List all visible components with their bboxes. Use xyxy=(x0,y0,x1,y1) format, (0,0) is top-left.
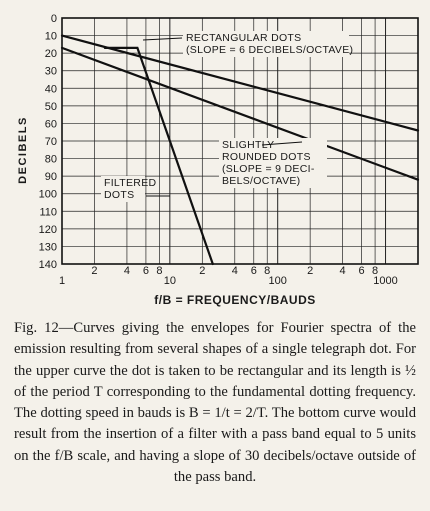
y-tick-label: 130 xyxy=(38,241,57,254)
annotation-text-filt: FILTERED xyxy=(104,177,157,189)
x-tick-label: 4 xyxy=(231,265,238,277)
x-tick-label: 6 xyxy=(142,265,149,277)
x-tick-label: 6 xyxy=(250,265,257,277)
y-tick-label: 60 xyxy=(44,118,57,131)
x-tick-label: 2 xyxy=(91,265,98,277)
y-tick-label: 10 xyxy=(44,30,57,43)
x-tick-label: 6 xyxy=(358,265,365,277)
annotation-text-round: (SLOPE = 9 DECI- xyxy=(222,163,315,175)
x-tick-label: 1000 xyxy=(373,275,398,287)
annotation-text-filt: DOTS xyxy=(104,189,135,201)
x-tick-label: 1 xyxy=(58,275,66,287)
figure-caption xyxy=(14,318,416,488)
annotation-text-round: BELS/OCTAVE) xyxy=(222,175,301,187)
y-tick-label: 140 xyxy=(38,259,57,271)
y-tick-labels xyxy=(39,13,57,271)
x-tick-label: 4 xyxy=(123,265,130,277)
x-tick-label: 8 xyxy=(156,265,163,277)
y-tick-label: 80 xyxy=(44,153,57,166)
caption-text: Fig. 12—Curves giving the envelopes for Fourier spectra of the emission resulting from several shapes of a single telegraph dot. For the upper curve the dot is taken to be rectangular and its length is ½ of the period T corresponding to the fundamental dotting frequency. The dotting speed in bauds is B = 1/t = 2/T. The bottom curve would result from the insertion of a filter with a pass band equal to 5 units on the f/B scale, and having a slope of 30 decibels/octave outside of the pass band. xyxy=(14,320,416,486)
y-tick-label: 100 xyxy=(38,188,57,201)
y-tick-label: 40 xyxy=(44,83,57,96)
annotation-text-rect: RECTANGULAR DOTS xyxy=(186,32,302,44)
x-tick-label: 2 xyxy=(307,265,314,277)
annotation-leader xyxy=(143,38,182,40)
y-tick-label: 20 xyxy=(44,48,57,61)
x-tick-label: 8 xyxy=(264,265,271,277)
y-axis-label: DECIBELS xyxy=(17,116,29,184)
x-tick-label: 100 xyxy=(268,275,287,287)
x-tick-label: 8 xyxy=(372,265,379,277)
x-axis-label: f/B = FREQUENCY/BAUDS xyxy=(154,293,316,307)
y-tick-label: 110 xyxy=(39,206,57,219)
annotation-text-round: SLIGHTLY xyxy=(222,139,275,151)
x-tick-label: 4 xyxy=(339,265,346,277)
series-line-filtered xyxy=(105,48,213,264)
x-tick-label: 10 xyxy=(163,275,176,287)
x-tick-labels xyxy=(59,265,398,287)
annotation-text-rect: (SLOPE = 6 DECIBELS/OCTAVE) xyxy=(186,44,354,56)
y-tick-label: 50 xyxy=(44,100,57,113)
y-tick-label: 70 xyxy=(44,136,57,148)
y-tick-label: 90 xyxy=(44,171,57,184)
annotation-text-round: ROUNDED DOTS xyxy=(222,151,311,163)
y-tick-label: 0 xyxy=(50,13,57,25)
y-tick-label: 120 xyxy=(38,223,57,236)
x-tick-label: 2 xyxy=(199,265,206,277)
y-tick-label: 30 xyxy=(44,65,57,78)
